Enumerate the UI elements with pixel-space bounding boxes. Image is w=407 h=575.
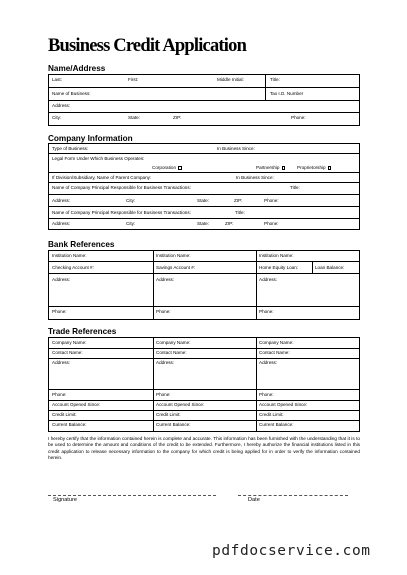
bank-3-address-field[interactable]: Address: xyxy=(259,277,278,282)
watermark: pdfdocservice.com xyxy=(212,543,371,559)
section-heading-company-info: Company Information xyxy=(48,134,133,143)
trade-3-contact-field[interactable]: Contact Name: xyxy=(259,350,290,355)
address-field[interactable]: Address: xyxy=(52,103,71,108)
parent-in-business-since-field[interactable]: In Business Since: xyxy=(236,174,274,180)
principal-1-city-field[interactable]: City: xyxy=(126,197,136,203)
principal-2-field[interactable]: Name of Company Principal Responsible for Business Transactions: xyxy=(52,209,191,215)
title-field[interactable]: Title: xyxy=(270,77,280,82)
last-name-field[interactable]: Last: xyxy=(52,77,62,82)
divider xyxy=(49,410,359,411)
trade-3-opened-field[interactable]: Account Opened Since: xyxy=(259,402,308,407)
signature-label: Signature xyxy=(53,497,77,503)
partnership-option[interactable] xyxy=(256,166,285,171)
name-row xyxy=(49,75,359,88)
bank-3-phone-field[interactable]: Phone: xyxy=(259,309,274,314)
proprietorship-checkbox[interactable] xyxy=(328,166,332,170)
divider xyxy=(49,420,359,421)
principal-1-row xyxy=(49,183,359,195)
loan-balance-field[interactable]: Loan Balance: xyxy=(315,265,345,270)
trade-2-address-field[interactable]: Address: xyxy=(156,360,175,365)
principal-1-phone-field[interactable]: Phone: xyxy=(264,197,279,203)
principal-1-field[interactable]: Name of Company Principal Responsible for Business Transactions: xyxy=(52,185,191,190)
trade-2-opened-field[interactable]: Account Opened Since: xyxy=(156,402,205,407)
divider xyxy=(49,273,359,274)
corporation-option[interactable] xyxy=(152,166,182,171)
type-of-business-field[interactable]: Type of Business: xyxy=(52,145,89,151)
principal-1-zip-field[interactable]: ZIP: xyxy=(234,197,243,203)
parent-company-field[interactable]: If Division/Subsidiary, Name of Parent Company: xyxy=(52,174,152,180)
trade-1-balance-field[interactable]: Current Balance: xyxy=(52,422,87,427)
certification-text: I hereby certify that the information contained herein is complete and accurate. This information has been furnished with the understanding that it is to be used to determine the amount and conditions of the credit to be extended. Furthermore, I hereby authorize the financial institutions listed in this credit application to release necessary information to the company for which credit is being applied for in order to verify the information contained herein. xyxy=(48,436,360,460)
trade-3-phone-field[interactable]: Phone: xyxy=(259,392,274,397)
trade-3-balance-field[interactable]: Current Balance: xyxy=(259,422,294,427)
principal-1-state-field[interactable]: State: xyxy=(197,197,210,203)
section-heading-trade-refs: Trade References xyxy=(48,327,117,336)
date-label: Date xyxy=(248,497,260,503)
city-row xyxy=(49,113,359,125)
bank-2-address-field[interactable]: Address: xyxy=(156,277,175,282)
divider xyxy=(49,348,359,349)
form-title: Business Credit Application xyxy=(48,36,247,56)
checking-account-field[interactable]: Checking Account #: xyxy=(52,265,94,270)
trade-2-balance-field[interactable]: Current Balance: xyxy=(156,422,191,427)
phone-field[interactable]: Phone: xyxy=(291,115,306,120)
divider xyxy=(49,306,359,307)
divider xyxy=(153,338,154,431)
bank-1-phone-field[interactable]: Phone: xyxy=(52,309,67,314)
legal-form-row xyxy=(49,154,359,173)
trade-2-phone-field[interactable]: Phone: xyxy=(156,392,171,397)
trade-refs-table xyxy=(48,337,360,432)
city-field[interactable]: City: xyxy=(52,115,62,120)
type-row xyxy=(49,144,359,154)
savings-account-field[interactable]: Savings Account #: xyxy=(156,265,196,270)
partnership-label: Partnership xyxy=(256,165,280,171)
divider xyxy=(49,389,359,390)
business-row xyxy=(49,88,359,101)
bank-3-institution-field[interactable]: Institution Name: xyxy=(259,253,294,258)
divider xyxy=(49,400,359,401)
trade-1-address-field[interactable]: Address: xyxy=(52,360,71,365)
principal-1-address-row xyxy=(49,195,359,207)
division-row xyxy=(49,173,359,183)
in-business-since-field[interactable]: In Business Since: xyxy=(217,145,255,151)
principal-1-title-field[interactable]: Title: xyxy=(290,185,300,190)
address-row xyxy=(49,101,359,113)
corporation-label: Corporation xyxy=(152,165,177,171)
trade-1-contact-field[interactable]: Contact Name: xyxy=(52,350,83,355)
first-name-field[interactable]: First: xyxy=(128,77,139,82)
trade-3-company-field[interactable]: Company Name: xyxy=(259,340,294,345)
proprietorship-option[interactable] xyxy=(297,166,331,171)
divider xyxy=(265,88,266,100)
principal-2-title-field[interactable]: Title: xyxy=(235,209,245,215)
bank-2-institution-field[interactable]: Institution Name: xyxy=(156,253,191,258)
trade-1-company-field[interactable]: Company Name: xyxy=(52,340,87,345)
principal-2-address-field[interactable]: Address: xyxy=(52,221,71,226)
divider xyxy=(265,75,266,87)
proprietorship-label: Proprietorship xyxy=(297,165,326,171)
name-address-box xyxy=(48,74,360,126)
principal-2-phone-field[interactable]: Phone: xyxy=(264,221,279,226)
trade-3-address-field[interactable]: Address: xyxy=(259,360,278,365)
divider xyxy=(312,261,313,273)
divider xyxy=(256,251,257,319)
home-equity-loan-field[interactable]: Home Equity Loan: xyxy=(259,265,299,270)
date-line[interactable] xyxy=(238,495,348,496)
trade-1-phone-field[interactable]: Phone: xyxy=(52,392,67,397)
principal-2-city-field[interactable]: City: xyxy=(126,221,136,226)
bank-1-address-field[interactable]: Address: xyxy=(52,277,71,282)
legal-form-label: Legal Form Under Which Business Operates: xyxy=(52,156,145,161)
business-name-field[interactable]: Name of Business: xyxy=(52,91,91,96)
trade-2-credit-limit-field[interactable]: Credit Limit: xyxy=(156,412,181,417)
corporation-checkbox[interactable] xyxy=(178,166,182,170)
trade-1-opened-field[interactable]: Account Opened Since: xyxy=(52,402,101,407)
divider xyxy=(256,338,257,431)
section-heading-name-address: Name/Address xyxy=(48,64,106,73)
principal-2-state-field[interactable]: State: xyxy=(197,221,210,226)
company-info-box xyxy=(48,143,360,230)
tax-id-field[interactable]: Tax I.D. Number xyxy=(270,91,304,96)
bank-1-institution-field[interactable]: Institution Name: xyxy=(52,253,87,258)
trade-3-credit-limit-field[interactable]: Credit Limit: xyxy=(259,412,284,417)
zip-field[interactable]: ZIP: xyxy=(173,115,182,120)
partnership-checkbox[interactable] xyxy=(282,166,286,170)
bank-2-phone-field[interactable]: Phone: xyxy=(156,309,171,314)
trade-2-company-field[interactable]: Company Name: xyxy=(156,340,191,345)
principal-2-address-row xyxy=(49,219,359,229)
divider xyxy=(153,251,154,319)
section-heading-bank-refs: Bank References xyxy=(48,240,115,249)
divider xyxy=(49,358,359,359)
state-field[interactable]: State: xyxy=(128,115,141,120)
bank-refs-table xyxy=(48,250,360,320)
trade-1-credit-limit-field[interactable]: Credit Limit: xyxy=(52,412,77,417)
middle-initial-field[interactable]: Middle Initial: xyxy=(217,77,244,82)
principal-1-address-field[interactable]: Address: xyxy=(52,197,71,203)
trade-2-contact-field[interactable]: Contact Name: xyxy=(156,350,187,355)
signature-line[interactable] xyxy=(48,495,216,496)
principal-2-zip-field[interactable]: ZIP: xyxy=(225,221,234,226)
principal-2-row xyxy=(49,207,359,219)
